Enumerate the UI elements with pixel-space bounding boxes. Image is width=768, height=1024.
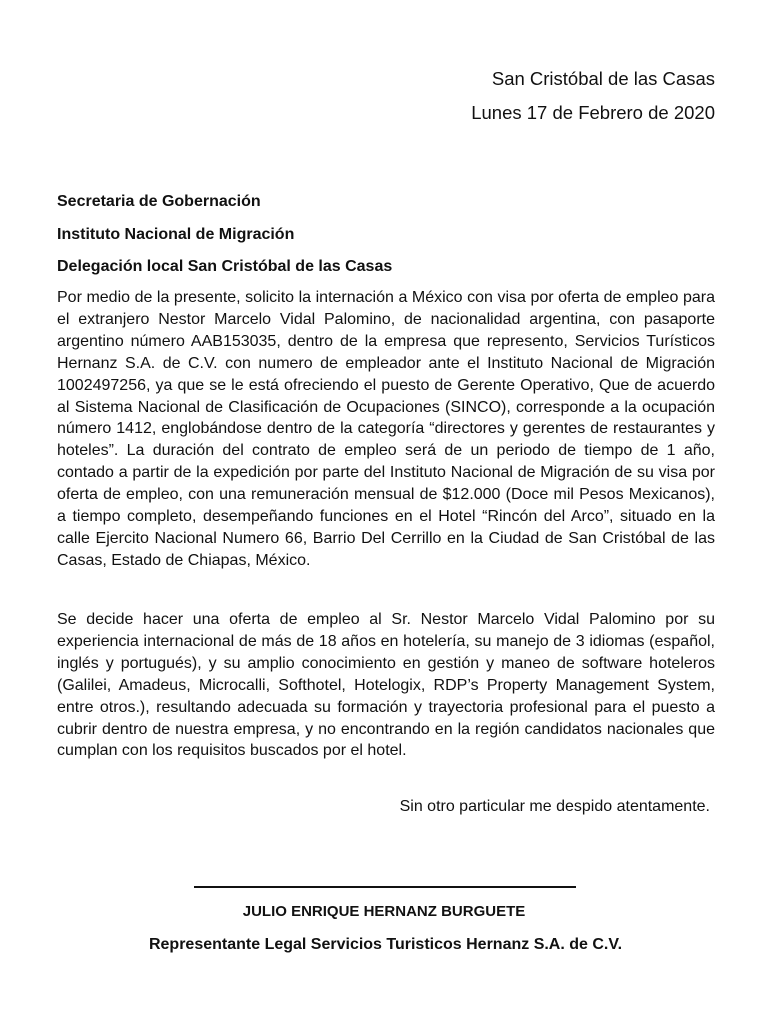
letter-header [471, 62, 715, 130]
body-paragraph-justification: Se decide hacer una oferta de empleo al Sr. Nestor Marcelo Vidal Palomino por su experiencia internacional de más de 18 años en hotelería, su manejo de 3 idiomas (español, inglés y portugués), y su amplio conocimiento en gestión y maneo de software hoteleros (Galilei, Amadeus, Microcalli, Softhotel, Hotelogix, RDP’s Property Management System, entre otros.), resultando adecuada su formación y trayectoria profesional para el puesto a cubrir dentro de nuestra empresa, y no encontrando en la región candidatos nacionales que cumplan con los requisitos buscados por el hotel. [57, 611, 715, 760]
signature-line [194, 886, 576, 888]
signer-name: JULIO ENRIQUE HERNANZ BURGUETE [242, 903, 526, 920]
recipient-line-delegacion: Delegación local San Cristóbal de las Casas [57, 258, 393, 275]
body-paragraph-request: Por medio de la presente, solicito la internación a México con visa por oferta de empleo para el extranjero Nestor Marcelo Vidal Palomino, de nacionalidad argentina, con pasaporte argentino número AAB153035, dentro de la empresa que represento, Servicios Turísticos Hernanz S.A. de C.V. con numero de empleador ante el Instituto Nacional de Migración 1002497256, ya que se le está ofreciendo el puesto de Gerente Operativo, Que de acuerdo al Sistema Nacional de Clasificación de Ocupaciones (SINCO), corresponde a la ocupación número 1412, englobándose dentro de la categoría “directores y gerentes de restaurantes y hoteles”. La duración del contrato de empleo será de un periodo de tiempo de 1 año, contado a partir de la expedición por parte del Instituto Nacional de Migración de su visa por oferta de empleo, con una remuneración mensual de $12.000 (Doce mil Pesos Mexicanos), a tiempo completo, desempeñando funciones en el Hotel “Rincón del Arco”, situado en la calle Ejercito Nacional Numero 66, Barrio Del Cerrillo en la Ciudad de San Cristóbal de las Casas, Estado de Chiapas, México. [57, 289, 715, 569]
closing-line: Sin otro particular me despido atentamente. [399, 798, 710, 815]
letter-location: San Cristóbal de las Casas [491, 68, 715, 89]
letter-date: Lunes 17 de Febrero de 2020 [471, 102, 715, 123]
recipient-line-secretaria: Secretaria de Gobernación [57, 193, 261, 210]
signer-title: Representante Legal Servicios Turisticos Hernanz S.A. de C.V. [148, 936, 623, 953]
recipient-line-instituto: Instituto Nacional de Migración [57, 225, 295, 243]
recipient-block [57, 186, 392, 284]
